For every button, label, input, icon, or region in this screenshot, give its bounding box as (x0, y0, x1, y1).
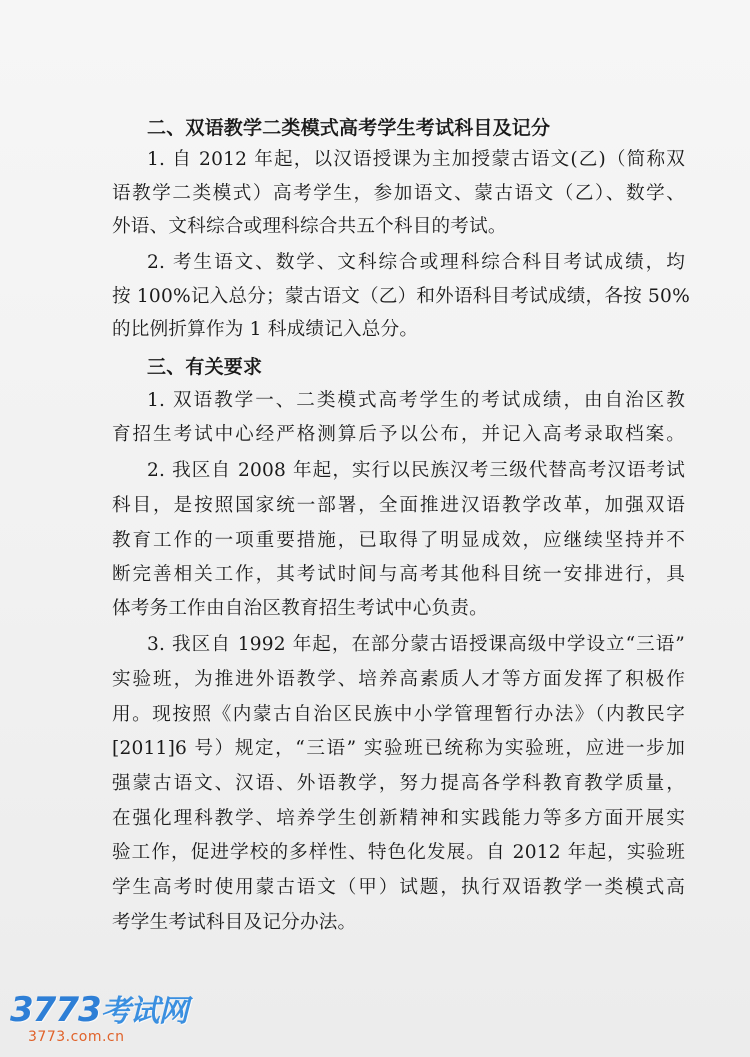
paragraph-line: 科目，是按照国家统一部署，全面推进汉语教学改革，加强双语 (112, 495, 685, 516)
paragraph-line: 教育工作的一项重要措施，已取得了明显成效，应继续坚持并不 (112, 530, 685, 551)
paragraph-line: 育招生考试中心经严格测算后予以公布，并记入高考录取档案。 (112, 424, 685, 445)
paragraph-line: 学生高考时使用蒙古语文（甲）试题，执行双语教学一类模式高 (112, 877, 685, 898)
paragraph-line: 实验班，为推进外语教学、培养高素质人才等方面发挥了积极作 (112, 669, 685, 690)
paragraph-line: 按 100%记入总分；蒙古语文（乙）和外语科目考试成绩，各按 50% (112, 286, 690, 307)
paragraph-line: 2. 我区自 2008 年起，实行以民族汉考三级代替高考汉语考试 (147, 460, 685, 481)
paragraph-line: 断完善相关工作，其考试时间与高考其他科目统一安排进行，具 (112, 564, 685, 585)
paragraph-line: 强蒙古语文、汉语、外语教学，努力提高各学科教育教学质量， (112, 773, 685, 794)
paragraph-line: 用。现按照《内蒙古自治区民族中小学管理暂行办法》（内教民字 (112, 704, 685, 725)
paragraph-line: 外语、文科综合或理科综合共五个科目的考试。 (112, 216, 507, 237)
paragraph-line: 2. 考生语文、数学、文科综合或理科综合科目考试成绩，均 (147, 252, 685, 273)
paragraph-line: 语教学二类模式）高考学生，参加语文、蒙古语文（乙）、数学、 (112, 183, 685, 204)
watermark-logo: 3773考试网 (10, 990, 188, 1030)
paragraph-line: 考学生考试科目及记分办法。 (112, 912, 357, 933)
paragraph-line: 1. 双语教学一、二类模式高考学生的考试成绩，由自治区教 (147, 390, 685, 411)
watermark-url: 3773.com.cn (28, 1029, 125, 1045)
paragraph-line: 3. 我区自 1992 年起，在部分蒙古语授课高级中学设立“三语” (147, 634, 685, 655)
paragraph-line: 在强化理科教学、培养学生创新精神和实践能力等多方面开展实 (112, 808, 685, 829)
paragraph-line: 1. 自 2012 年起，以汉语授课为主加授蒙古语文(乙)（简称双 (147, 149, 685, 170)
section-heading-two: 二、双语教学二类模式高考学生考试科目及记分 (147, 117, 551, 139)
site-watermark (10, 992, 190, 1048)
paragraph-line: 体考务工作由自治区教育招生考试中心负责。 (112, 598, 488, 619)
paragraph-line: 验工作，促进学校的多样性、特色化发展。自 2012 年起，实验班 (112, 842, 685, 863)
paragraph-line: 的比例折算作为 1 科成绩记入总分。 (112, 319, 419, 340)
section-heading-three: 三、有关要求 (147, 356, 263, 378)
paragraph-line: [2011]6 号）规定，“三语” 实验班已统称为实验班，应进一步加 (112, 738, 685, 759)
